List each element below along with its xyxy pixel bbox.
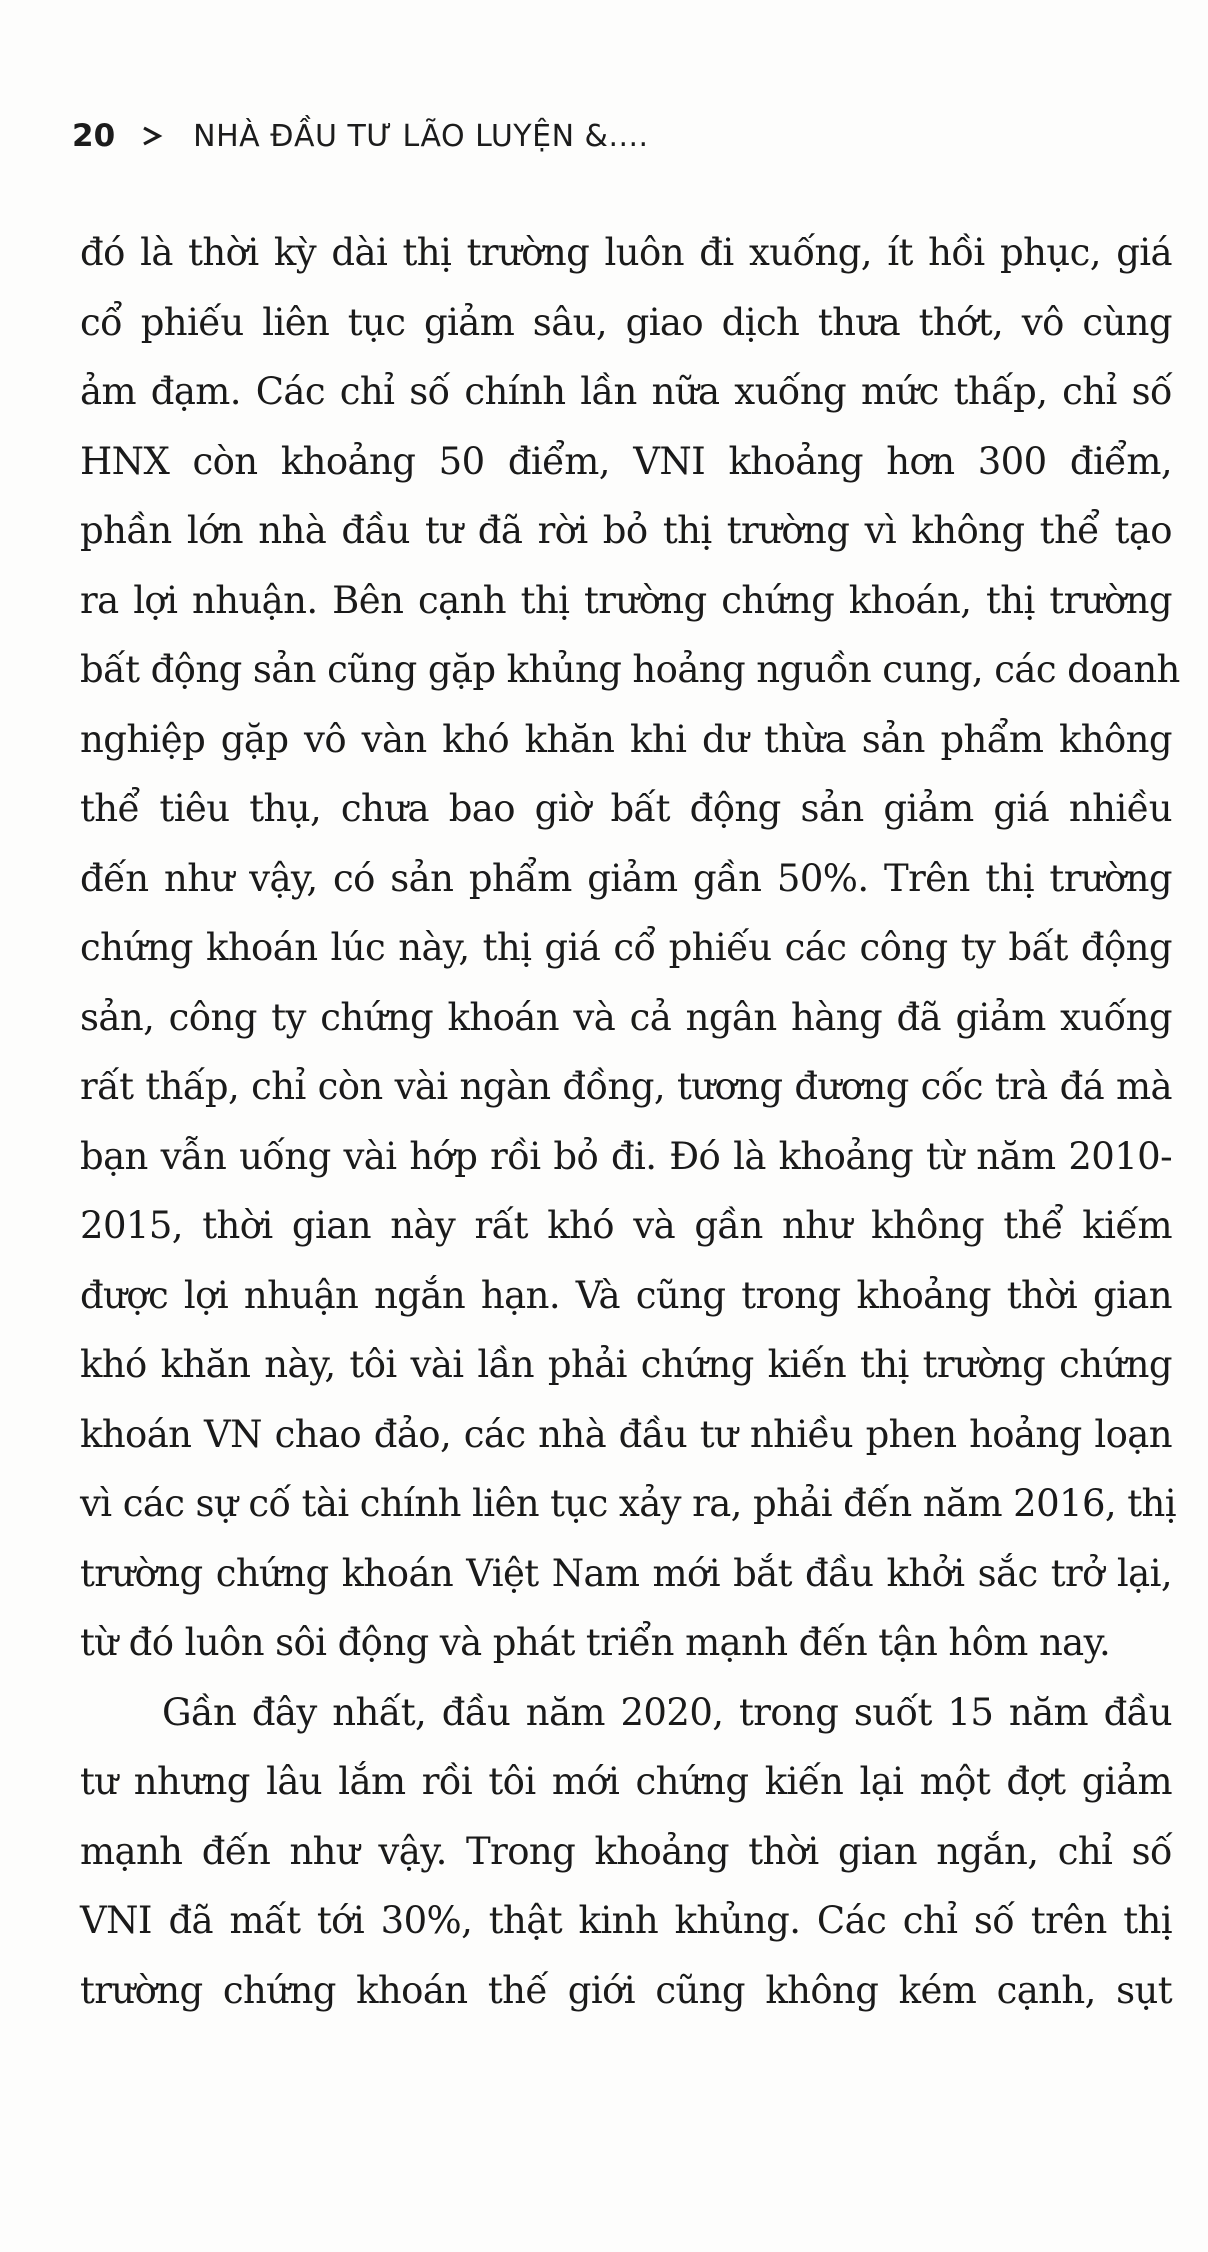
running-header xyxy=(72,116,649,156)
text-line: từ đó luôn sôi động và phát triển mạnh đến tận hôm nay. xyxy=(80,1621,1111,1664)
text-line: khoán VN chao đảo, các nhà đầu tư nhiều phen hoảng loạn xyxy=(80,1412,1172,1456)
text-line: Gần đây nhất, đầu năm 2020, trong suốt 15 năm đầu xyxy=(162,1690,1172,1734)
text-line: trường chứng khoán thế giới cũng không kém cạnh, sụt xyxy=(80,1968,1172,2012)
text-line: khó khăn này, tôi vài lần phải chứng kiến thị trường chứng xyxy=(80,1343,1172,1386)
text-line: rất thấp, chỉ còn vài ngàn đồng, tương đương cốc trà đá mà xyxy=(80,1065,1172,1108)
book-title: NHÀ ĐẦU TƯ LÃO LUYỆN &.... xyxy=(193,118,649,154)
text-line: ra lợi nhuận. Bên cạnh thị trường chứng khoán, thị trường xyxy=(80,578,1172,622)
text-line: bất động sản cũng gặp khủng hoảng nguồn cung, các doanh xyxy=(80,648,1180,691)
text-line: tư nhưng lâu lắm rồi tôi mới chứng kiến lại một đợt giảm xyxy=(80,1760,1172,1803)
text-line: sản, công ty chứng khoán và cả ngân hàng đã giảm xuống xyxy=(80,995,1172,1039)
text-line: đến như vậy, có sản phẩm giảm gần 50%. Trên thị trường xyxy=(80,856,1172,900)
body-text xyxy=(80,218,1180,2025)
text-line: thể tiêu thụ, chưa bao giờ bất động sản giảm giá nhiều xyxy=(80,787,1172,830)
paragraph-1 xyxy=(80,218,1180,1678)
text-line: 2015, thời gian này rất khó và gần như không thể kiếm xyxy=(80,1204,1172,1247)
text-line: phần lớn nhà đầu tư đã rời bỏ thị trường vì không thể tạo xyxy=(80,509,1172,552)
text-line: cổ phiếu liên tục giảm sâu, giao dịch thưa thớt, vô cùng xyxy=(80,300,1172,344)
text-line: trường chứng khoán Việt Nam mới bắt đầu khởi sắc trở lại, xyxy=(80,1551,1172,1595)
paragraph-2 xyxy=(80,1678,1172,2026)
text-line: được lợi nhuận ngắn hạn. Và cũng trong khoảng thời gian xyxy=(80,1273,1172,1317)
text-line: mạnh đến như vậy. Trong khoảng thời gian ngắn, chỉ số xyxy=(80,1829,1172,1873)
text-line: bạn vẫn uống vài hớp rồi bỏ đi. Đó là khoảng từ năm 2010- xyxy=(80,1134,1172,1178)
text-line: đó là thời kỳ dài thị trường luôn đi xuống, ít hồi phục, giá xyxy=(80,231,1172,274)
chevron-right-icon xyxy=(141,125,163,147)
text-line: ảm đạm. Các chỉ số chính lần nữa xuống mức thấp, chỉ số xyxy=(80,370,1172,413)
text-line: VNI đã mất tới 30%, thật kinh khủng. Các chỉ số trên thị xyxy=(80,1899,1172,1942)
text-line: chứng khoán lúc này, thị giá cổ phiếu các công ty bất động xyxy=(80,926,1172,969)
page-number: 20 xyxy=(72,118,116,154)
text-line: nghiệp gặp vô vàn khó khăn khi dư thừa sản phẩm không xyxy=(80,717,1172,761)
text-line: vì các sự cố tài chính liên tục xảy ra, phải đến năm 2016, thị xyxy=(80,1482,1176,1525)
text-line: HNX còn khoảng 50 điểm, VNI khoảng hơn 300 điểm, xyxy=(80,439,1172,483)
